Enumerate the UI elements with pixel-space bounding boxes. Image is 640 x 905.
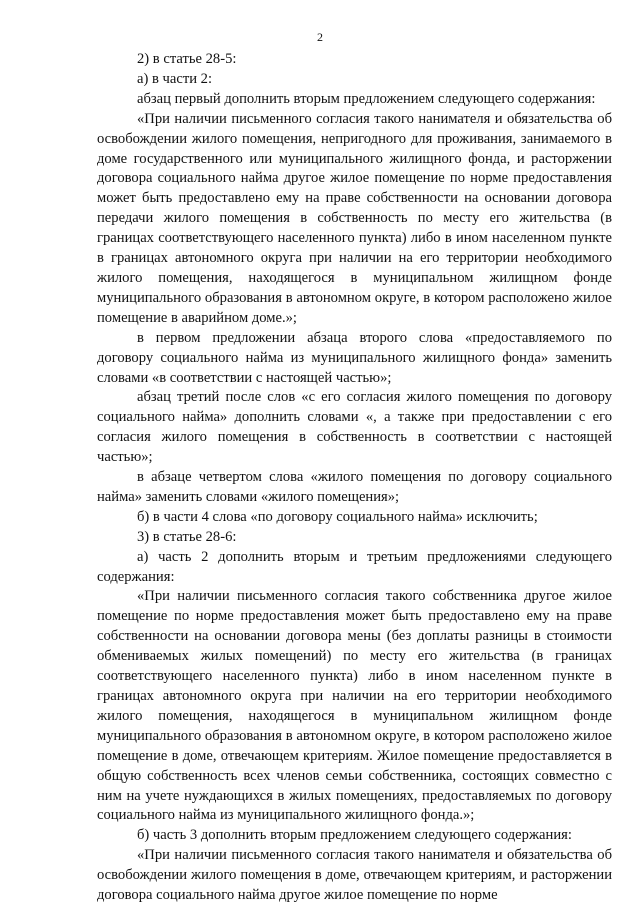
paragraph: «При наличии письменного согласия такого нанимателя и обязательства об освобождении жилого помещения, непригодного для проживания, занимаемого в доме государственного или муниципального жилищного фонда, и расторжении договора социального найма другое жилое помещение по норме предоставления может быть предоставлено ему на праве собственности на основании договора передачи жилого помещения в собственность по месту его жительства (в границах соответствующего населенного пункта) либо в ином населенном пункте в границах автономного округа при наличии на его территории необходимого жилого помещения, находящегося в муниципальном жилищном фонде муниципального образования в автономном округе, в котором расположено жилое помещение в аварийном доме.»; <box>97 110 612 326</box>
paragraph: 2) в статье 28-5: <box>137 51 237 67</box>
paragraph: а) в части 2: <box>137 70 213 87</box>
paragraph: 3) в статье 28-6: <box>137 528 237 545</box>
paragraph: в абзаце четвертом слова «жилого помещения по договору социального найма» заменить словами «жилого помещения»; <box>97 469 612 505</box>
paragraph: абзац первый дополнить вторым предложением следующего содержания: <box>137 90 596 107</box>
document-body <box>97 50 612 905</box>
paragraph: б) часть 3 дополнить вторым предложением следующего содержания: <box>137 827 572 844</box>
paragraph: «При наличии письменного согласия такого нанимателя и обязательства об освобождении жилого помещения в доме, отвечающем критериям, и расторжении договора социального найма другое жилое помещение по норме <box>97 847 612 904</box>
paragraph: абзац третий после слов «с его согласия жилого помещения по договору социального найма» дополнить словами «, а также при предоставлении с его согласия жилого помещения в собственность в соответствии с настоящей частью»; <box>97 389 612 466</box>
paragraph: б) в части 4 слова «по договору социального найма» исключить; <box>137 508 538 525</box>
paragraph: а) часть 2 дополнить вторым и третьим предложениями следующего содержания: <box>97 548 612 585</box>
paragraph: «При наличии письменного согласия такого собственника другое жилое помещение по норме предоставления может быть предоставлено ему на праве собственности на основании договора мены (без доплаты разницы в стоимости обмениваемых жилых помещений) по месту его жительства (в границах соответствующего населенного пункта) либо в ином населенном пункте в границах автономного округа при наличии на его территории необходимого жилого помещения, находящегося в муниципальном жилищном фонде муниципального образования в автономном округе, в котором расположено жилое помещение в доме, отвечающем критериям. Жилое помещение предоставляется в общую собственность всех членов семьи собственника, состоящих совместно с ним на учете нуждающихся в жилых помещениях, предоставляемых по договору социального найма из муниципального жилищного фонда.»; <box>97 588 612 824</box>
paragraph: в первом предложении абзаца второго слова «предоставляемого по договору социального найма из муниципального жилищного фонда» заменить словами «в соответствии с настоящей частью»; <box>97 329 612 386</box>
page-number: 2 <box>317 30 323 44</box>
